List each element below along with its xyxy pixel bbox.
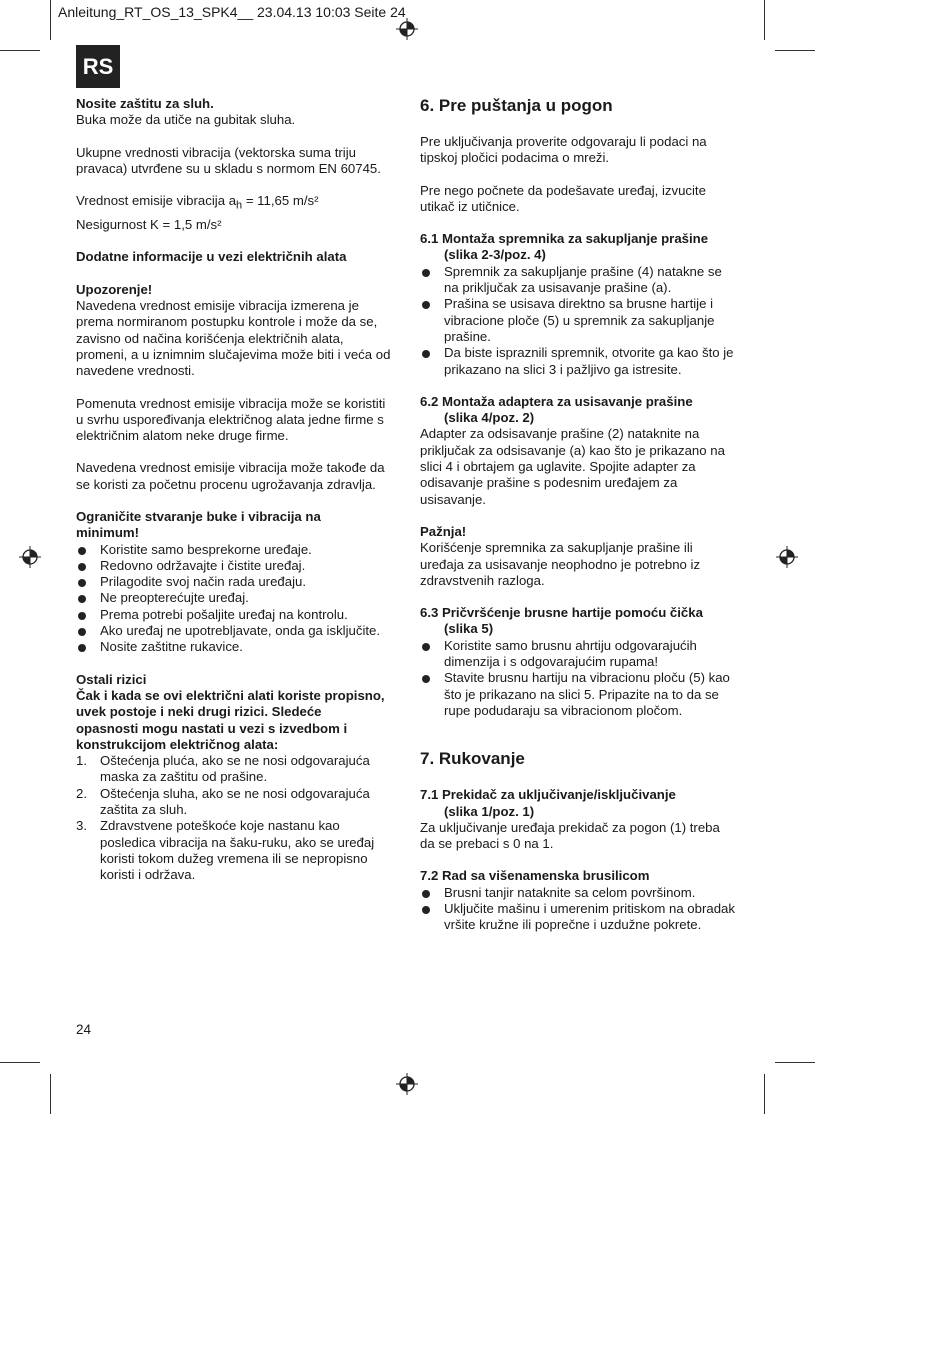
section-7-2-list	[420, 885, 760, 934]
list-item	[76, 623, 406, 639]
language-badge: RS	[76, 45, 120, 88]
list-item-text: koristi tokom dužeg vremena ili se nepropisno	[100, 850, 368, 866]
hearing-protection-text: Buka može da utiče na gubitak sluha.	[76, 112, 296, 128]
paragraph	[76, 396, 406, 445]
section-7-1-ref: (slika 1/poz. 1)	[444, 803, 535, 819]
list-item	[76, 542, 406, 558]
section-6-1-ref: (slika 2-3/poz. 4)	[444, 247, 546, 263]
left-column	[76, 96, 406, 884]
hearing-protection-title: Nosite zaštitu za sluh.	[76, 96, 214, 111]
list-item-text: vibracione ploče (5) u spremnik za sakupljanje	[444, 312, 715, 328]
attention-text	[420, 540, 760, 589]
item-number: 1.	[76, 753, 87, 769]
text-line: pravaca) utvrđene su u skladu s normom EN 60745.	[76, 160, 381, 176]
text-line: električnim alatom neke druge firme.	[76, 428, 289, 444]
list-item-text: Koristite samo besprekorne uređaje.	[100, 541, 312, 557]
bullet-icon	[422, 675, 430, 683]
bullet-icon	[78, 547, 86, 555]
section-6-1-heading: 6.1 Montaža spremnika za sakupljanje prašine	[420, 231, 709, 247]
section-6-2-text	[420, 426, 760, 507]
attention-title: Pažnja!	[420, 523, 467, 539]
list-item	[420, 296, 760, 345]
uncertainty-value: Nesigurnost K = 1,5 m/s²	[76, 217, 222, 233]
bullet-icon	[78, 644, 86, 652]
list-item	[76, 607, 406, 623]
text-line: da se prebaci s 0 na 1.	[420, 836, 554, 852]
list-item-text: maska za zaštitu od prašine.	[100, 769, 268, 785]
text-line: odisavanje prašine s podesnim uređajem za	[420, 475, 678, 491]
other-risks-title: Ostali rizici	[76, 671, 147, 687]
bullet-icon	[422, 350, 430, 358]
list-item-text: Ne preopterećujte uređaj.	[100, 590, 249, 606]
text-line: Ukupne vrednosti vibracija (vektorska suma triju	[76, 144, 356, 160]
list-item-text: prašine.	[444, 328, 491, 344]
text-line: utikač iz utičnice.	[420, 198, 520, 214]
list-item-text: Da biste ispraznili spremnik, otvorite ga kao što je	[444, 345, 734, 361]
limit-noise-list	[76, 542, 406, 656]
section-6-3-heading: 6.3 Pričvršćenje brusne hartije pomoću čička	[420, 605, 703, 621]
bullet-icon	[78, 563, 86, 571]
list-item	[420, 885, 760, 901]
text-span: Vrednost emisije vibracija a	[76, 193, 237, 209]
text-line: Za uključivanje uređaja prekidač za pogon (1) treba	[420, 819, 720, 835]
list-item-text: Spremnik za sakupljanje prašine (4) natakne se	[444, 263, 722, 279]
crop-mark	[764, 1074, 765, 1114]
additional-info-heading: Dodatne informacije u vezi električnih alata	[76, 249, 347, 265]
item-number: 3.	[76, 818, 87, 834]
list-item-text: Stavite brusnu hartiju na vibracionu ploču (5) kao	[444, 670, 730, 686]
vibration-emission-value	[76, 193, 406, 214]
crop-mark	[0, 1062, 40, 1063]
text-line: navedene vrednosti.	[76, 363, 195, 379]
text-line: Pomenuta vrednost emisije vibracija može se koristiti	[76, 395, 386, 411]
numbered-item	[76, 818, 406, 883]
warning-title: Upozorenje!	[76, 281, 153, 297]
bullet-icon	[422, 301, 430, 309]
crop-mark	[775, 1062, 815, 1063]
text-line: uređaja za usisavanje neophodno je potrebno iz	[420, 556, 701, 572]
bullet-icon	[78, 579, 86, 587]
list-item-text: prikazano na slici 3 i pažljivo ga istresite.	[444, 361, 682, 377]
crop-mark	[764, 0, 765, 40]
paragraph	[76, 460, 406, 493]
bullet-icon	[78, 612, 86, 620]
limit-noise-title: Ograničite stvaranje buke i vibracija na	[76, 508, 321, 524]
list-item	[76, 574, 406, 590]
text-line: promeni, a u iznimnim slučajevima može biti i veća od	[76, 346, 391, 362]
text-line: Navedena vrednost emisije vibracija može takođe da	[76, 460, 385, 476]
section-6-3-list	[420, 638, 760, 719]
text-line: zavisno od načina korišćenja električnih alata,	[76, 330, 344, 346]
section-7-2-heading: 7.2 Rad sa višenamenska brusilicom	[420, 868, 650, 884]
right-column	[420, 96, 760, 934]
paragraph	[420, 134, 760, 167]
list-item	[76, 639, 406, 655]
text-line: zdravstvenih razloga.	[420, 572, 545, 588]
crop-mark	[0, 50, 40, 51]
text-span: = 11,65 m/s²	[242, 193, 319, 209]
text-line: Navedena vrednost emisije vibracija izmerena je	[76, 298, 359, 314]
list-item-text: Prilagodite svoj način rada uređaju.	[100, 574, 306, 590]
list-item-text: Ako uređaj ne upotrebljavate, onda ga isključite.	[100, 623, 381, 639]
section-6-2-ref: (slika 4/poz. 2)	[444, 410, 535, 426]
warning-text	[76, 298, 406, 379]
list-item-text: Uključite mašinu i umerenim pritiskom na obradak	[444, 900, 735, 916]
list-item-text: rupe podudaraju sa vibracionom pločom.	[444, 702, 683, 718]
list-item	[420, 638, 760, 671]
section-7-1-text	[420, 820, 760, 853]
paragraph	[420, 183, 760, 216]
subscript: h	[236, 199, 243, 212]
text-line: Adapter za odsisavanje prašine (2) nataknite na	[420, 426, 700, 442]
list-item-text: na priključak za usisavanje prašine (a).	[444, 280, 672, 296]
registration-mark-icon	[776, 546, 798, 568]
list-item-text: Oštećenja pluća, ako se ne nosi odgovarajuća	[100, 753, 370, 769]
text-line: usisavanje.	[420, 491, 486, 507]
text-line: slici 4 i obrtajem ga uglavite. Spojite adapter za	[420, 459, 696, 475]
list-item	[420, 345, 760, 378]
other-risks-intro	[76, 688, 406, 753]
text-line: Korišćenje spremnika za sakupljanje prašine ili	[420, 540, 693, 556]
bullet-icon	[422, 269, 430, 277]
section-6-heading: 6. Pre puštanja u pogon	[420, 96, 613, 115]
list-item-text: posledica vibracija na šaku-ruku, ako se uređaj	[100, 834, 375, 850]
list-item-text: Zdravstvene poteškoće koje nastanu kao	[100, 818, 340, 834]
page-number: 24	[76, 1022, 92, 1037]
section-6-2-heading: 6.2 Montaža adaptera za usisavanje prašine	[420, 393, 693, 409]
list-item-text: zaštita za sluh.	[100, 802, 188, 818]
list-item-text: Koristite samo brusnu ahrtiju odgovarajućih	[444, 637, 697, 653]
text-line: tipskoj pločici podacima o mreži.	[420, 150, 610, 166]
bullet-icon	[78, 628, 86, 636]
list-item	[420, 670, 760, 719]
text-line: Pre nego počnete da podešavate uređaj, izvucite	[420, 182, 706, 198]
list-item	[76, 558, 406, 574]
item-number: 2.	[76, 785, 87, 801]
text-line: konstrukcijom električnog alata:	[76, 736, 279, 752]
text-line: u svrhu uspoređivanja električnog alata jedne firme s	[76, 411, 384, 427]
text-line: Čak i kada se ovi električni alati koriste propisno,	[76, 687, 385, 703]
list-item-text: Prašina se usisava direktno sa brusne hartije i	[444, 296, 714, 312]
list-item-text: dimenzija i s odgovarajućim rupama!	[444, 654, 659, 670]
text-line: opasnosti mogu nastati u vezi s izvedbom i	[76, 720, 348, 736]
registration-mark-icon	[396, 18, 418, 40]
other-risks-list	[76, 753, 406, 883]
registration-mark-icon	[19, 546, 41, 568]
list-item-text: Nosite zaštitne rukavice.	[100, 639, 243, 655]
file-header: Anleitung_RT_OS_13_SPK4__ 23.04.13 10:03 Seite 24	[58, 4, 406, 20]
list-item-text: Redovno održavajte i čistite uređaj.	[100, 557, 306, 573]
list-item	[420, 901, 760, 934]
list-item-text: Oštećenja sluha, ako se ne nosi odgovarajuća	[100, 785, 370, 801]
section-7-1-heading: 7.1 Prekidač za uključivanje/isključivanje	[420, 787, 676, 803]
registration-mark-icon	[396, 1073, 418, 1095]
list-item-text: Prema potrebi pošaljite uređaj na kontrolu.	[100, 606, 348, 622]
numbered-item	[76, 786, 406, 819]
list-item-text: koristi i održava.	[100, 867, 196, 883]
section-6-1-list	[420, 264, 760, 378]
section-7-heading: 7. Rukovanje	[420, 749, 525, 769]
limit-noise-title: minimum!	[76, 525, 140, 541]
bullet-icon	[422, 906, 430, 914]
text-line: Pre uključivanja proverite odgovaraju li podaci na	[420, 134, 707, 149]
crop-mark	[50, 0, 51, 40]
bullet-icon	[422, 643, 430, 651]
list-item	[420, 264, 760, 297]
crop-mark	[50, 1074, 51, 1114]
text-line: prema normiranom postupku kontrole i može da se,	[76, 314, 378, 330]
section-6-3-ref: (slika 5)	[444, 621, 494, 637]
numbered-item	[76, 753, 406, 786]
text-line: se koristi za početnu procenu ugrožavanja zdravlja.	[76, 476, 376, 492]
crop-mark	[775, 50, 815, 51]
list-item-text: Brusni tanjir nataknite sa celom površinom.	[444, 884, 696, 900]
list-item-text: što je prikazano na slici 5. Pripazite na to da se	[444, 686, 719, 702]
list-item	[76, 590, 406, 606]
text-line: uvek postoje i neki drugi rizici. Sledeće	[76, 704, 322, 720]
bullet-icon	[78, 595, 86, 603]
text-line: priključak za odsisavanje (a) kao što je prikazano na	[420, 442, 725, 458]
list-item-text: vršite kružne ili poprečne i uzdužne pokrete.	[444, 917, 702, 933]
bullet-icon	[422, 890, 430, 898]
